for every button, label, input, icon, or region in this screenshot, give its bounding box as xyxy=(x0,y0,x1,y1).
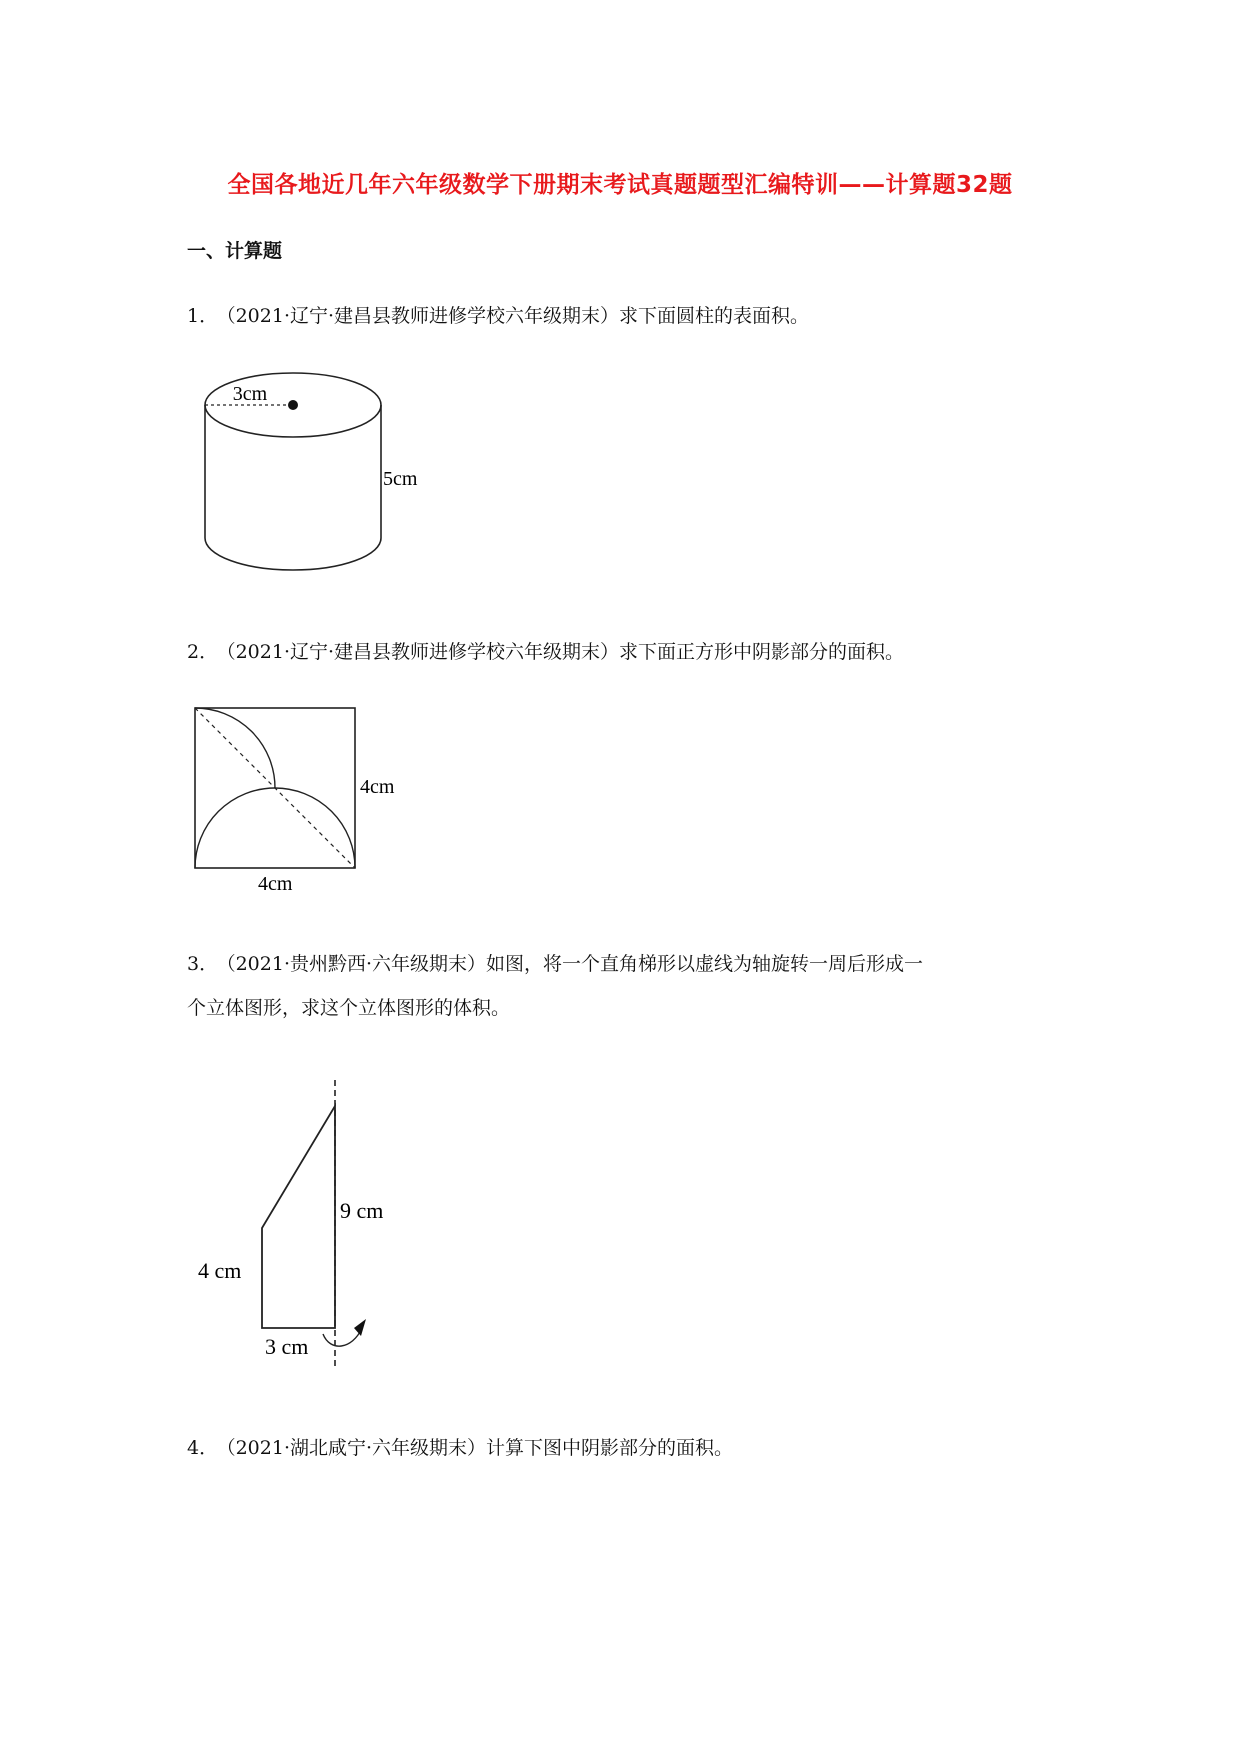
bottom-label: 4cm xyxy=(258,873,293,895)
question-3 xyxy=(187,942,1067,1030)
left-side-label: 4 cm xyxy=(198,1258,242,1283)
side-label: 4cm xyxy=(360,776,395,798)
question-number: 2． xyxy=(187,641,219,663)
trapezoid-figure xyxy=(190,1070,420,1370)
question-text: （2021·湖北咸宁·六年级期末）计算下图中阴影部分的面积。 xyxy=(226,1437,734,1459)
question-number: 4． xyxy=(187,1437,219,1459)
square-figure xyxy=(190,700,430,905)
question-text: （2021·辽宁·建昌县教师进修学校六年级期末）求下面圆柱的表面积。 xyxy=(226,305,810,327)
question-text-line-2: 个立体图形，求这个立体图形的体积。 xyxy=(187,997,511,1019)
question-number: 3． xyxy=(187,953,219,975)
section-heading: 一、计算题 xyxy=(187,240,283,262)
question-2 xyxy=(187,630,1067,674)
question-number: 1． xyxy=(187,305,219,327)
radius-label: 3cm xyxy=(232,383,268,405)
question-4 xyxy=(187,1426,1067,1470)
question-text: （2021·辽宁·建昌县教师进修学校六年级期末）求下面正方形中阴影部分的面积。 xyxy=(226,641,905,663)
height-label: 5cm xyxy=(383,468,418,490)
document-title: 全国各地近几年六年级数学下册期末考试真题题型汇编特训——计算题32题 xyxy=(227,172,1013,198)
bottom-side-label: 3 cm xyxy=(265,1334,309,1359)
right-side-label: 9 cm xyxy=(340,1198,384,1223)
cylinder-figure xyxy=(190,370,430,585)
question-1 xyxy=(187,294,1067,338)
question-text-line-1: （2021·贵州黔西·六年级期末）如图，将一个直角梯形以虚线为轴旋转一周后形成一 xyxy=(226,953,924,975)
